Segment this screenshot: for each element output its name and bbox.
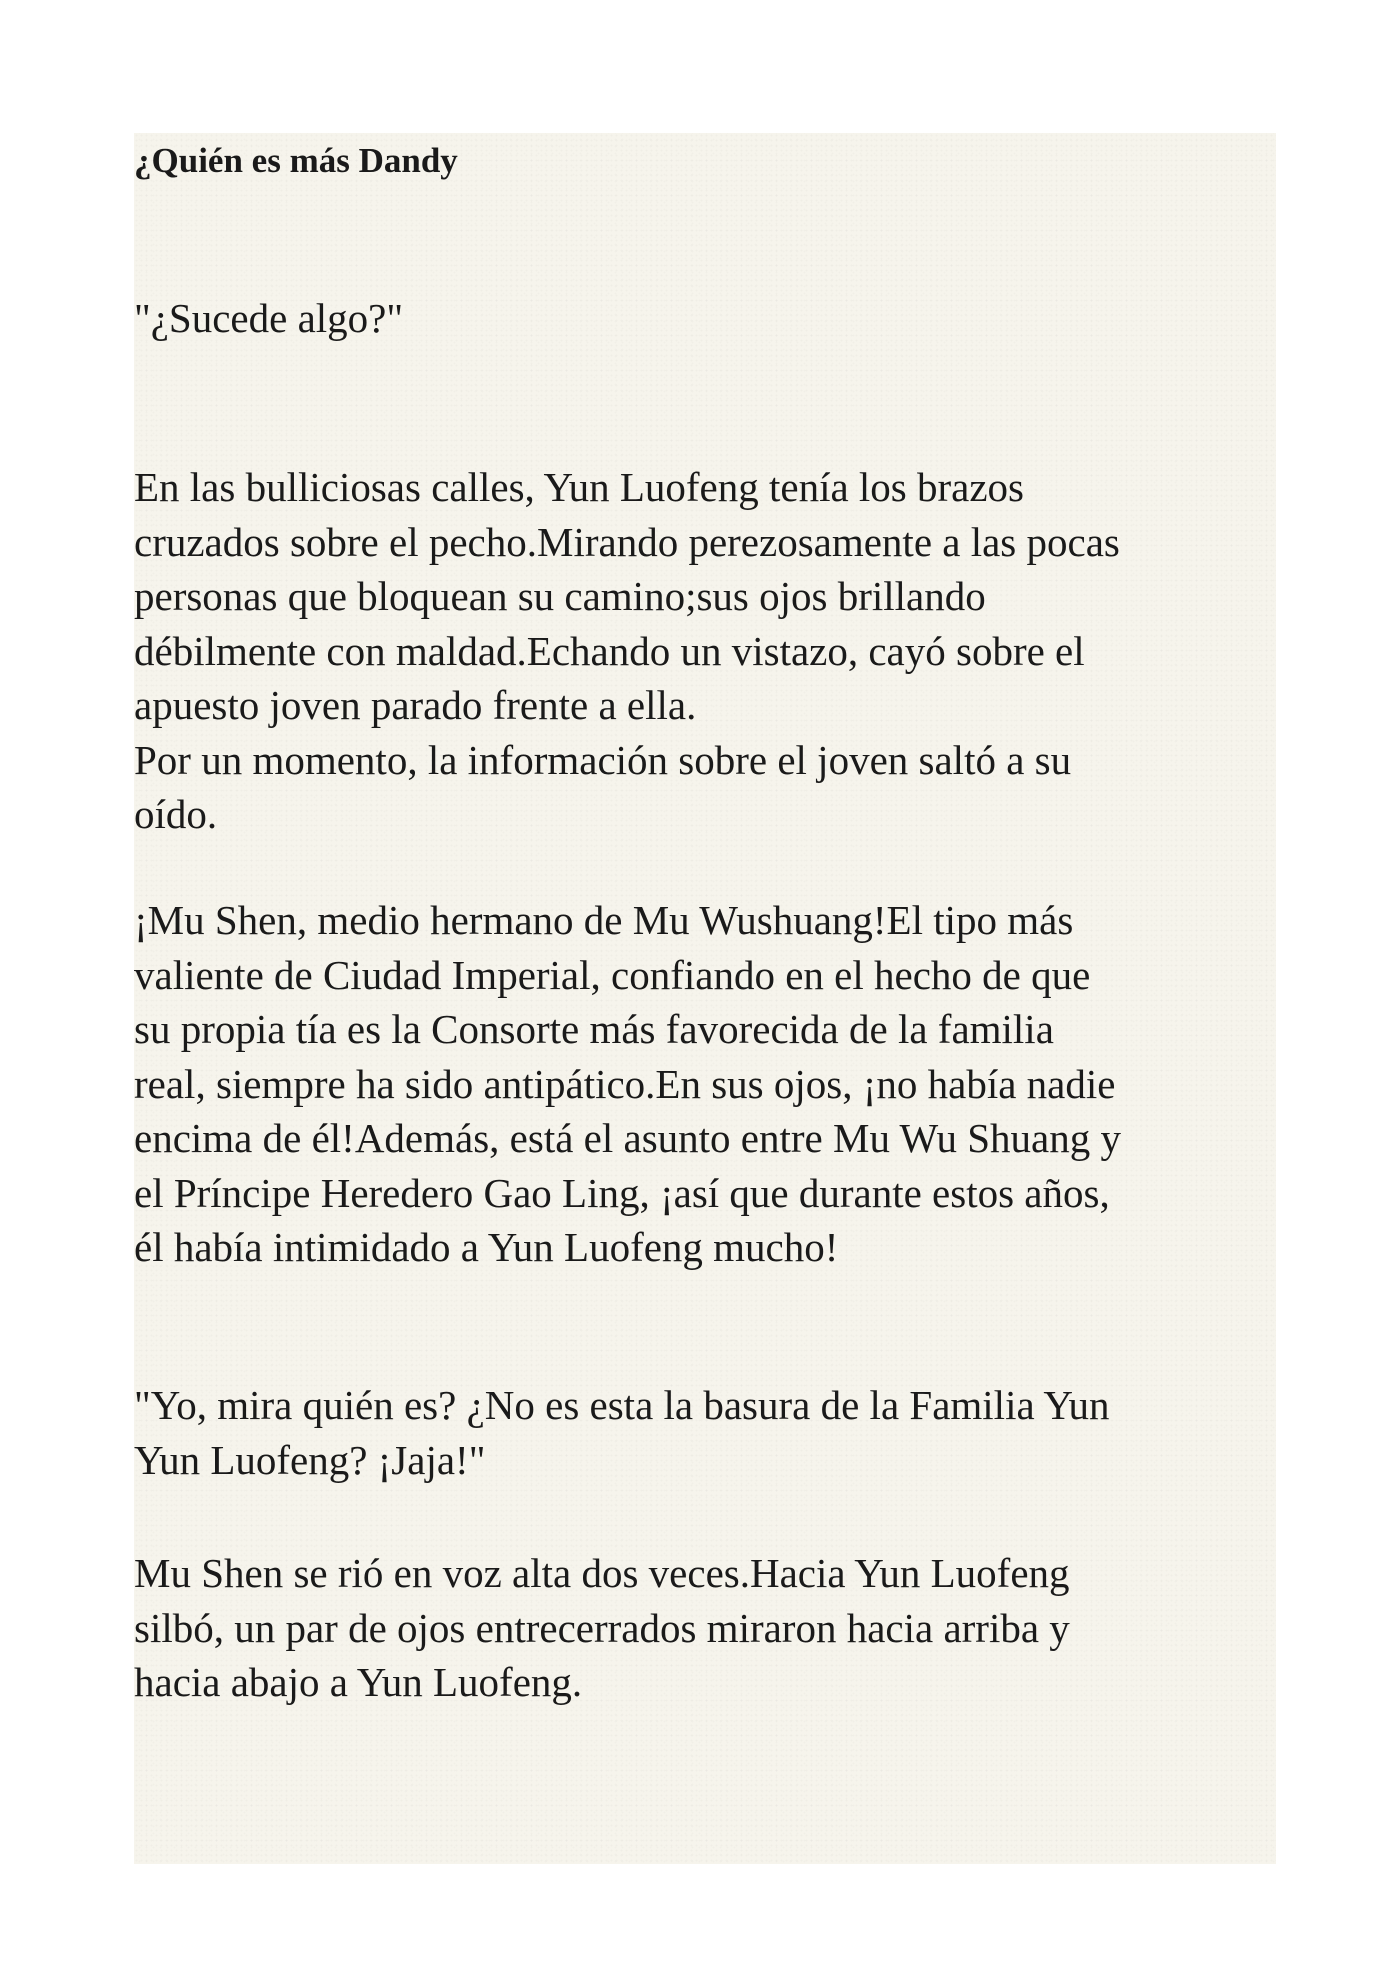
text-line: En las bulliciosas calles, Yun Luofeng tenía los brazos xyxy=(134,464,1025,510)
paragraph-5 xyxy=(134,1546,1294,1710)
text-line: él había intimidado a Yun Luofeng mucho! xyxy=(134,1224,839,1270)
text-line: Yun Luofeng? ¡Jaja!" xyxy=(134,1436,486,1483)
text-line: Por un momento, la información sobre el joven saltó a su xyxy=(134,736,1072,783)
paragraph-4 xyxy=(134,1378,1294,1487)
paragraph-2 xyxy=(134,460,1294,842)
text-line: su propia tía es la Consorte más favorecida de la familia xyxy=(134,1006,1054,1052)
text-line: débilmente con maldad.Echando un vistazo, cayó sobre el xyxy=(134,627,1085,674)
text-line: silbó, un par de ojos entrecerrados miraron hacia arriba y xyxy=(134,1604,1070,1651)
text-line: real, siempre ha sido antipático.En sus ojos, ¡no había nadie xyxy=(134,1060,1116,1107)
text-line: el Príncipe Heredero Gao Ling, ¡así que durante estos años, xyxy=(134,1169,1110,1216)
text-line: cruzados sobre el pecho.Mirando perezosamente a las pocas xyxy=(134,518,1120,565)
text-line: ¡Mu Shen, medio hermano de Mu Wushuang!El tipo más xyxy=(134,897,1074,943)
paragraph-1 xyxy=(134,291,1294,346)
text-line: oído. xyxy=(134,791,218,837)
chapter-title: ¿Quién es más Dandy xyxy=(134,141,458,180)
text-line: "Yo, mira quién es? ¿No es esta la basura de la Familia Yun xyxy=(134,1382,1110,1428)
text-line: "¿Sucede algo?" xyxy=(134,295,404,341)
text-line: hacia abajo a Yun Luofeng. xyxy=(134,1659,583,1705)
text-line: encima de él!Además, está el asunto entre Mu Wu Shuang y xyxy=(134,1115,1122,1161)
paragraph-3 xyxy=(134,893,1294,1275)
text-line: valiente de Ciudad Imperial, confiando en el hecho de que xyxy=(134,951,1091,998)
text-line: apuesto joven parado frente a ella. xyxy=(134,682,697,728)
text-line: Mu Shen se rió en voz alta dos veces.Hacia Yun Luofeng xyxy=(134,1550,1070,1596)
text-line: personas que bloquean su camino;sus ojos brillando xyxy=(134,573,986,619)
